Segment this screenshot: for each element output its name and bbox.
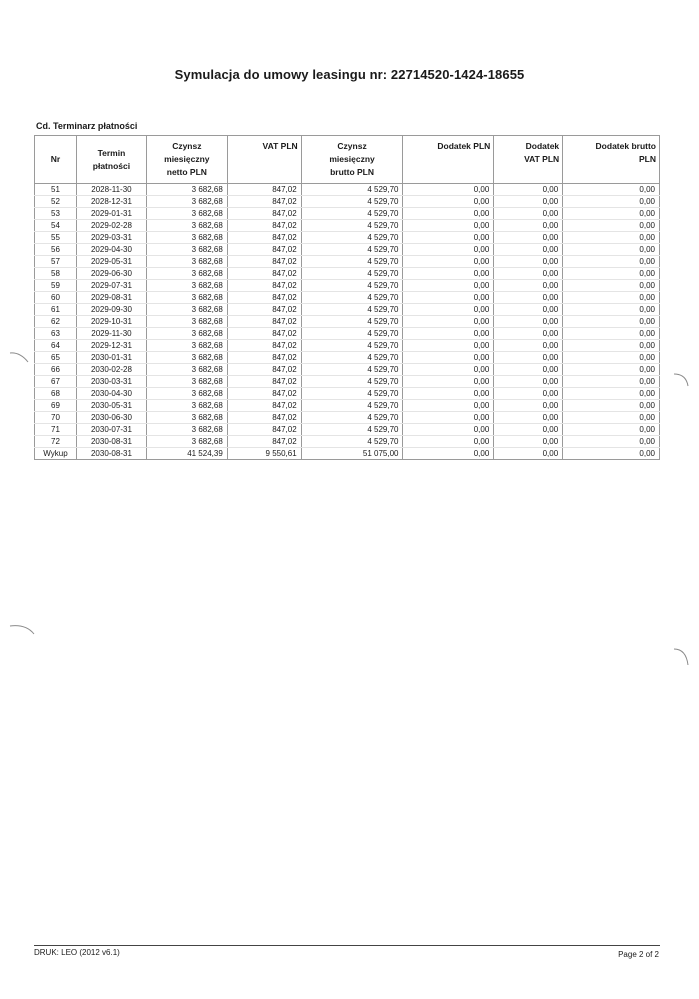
cell-termin: 2030-02-28 bbox=[76, 364, 146, 376]
cell-vat: 847,02 bbox=[227, 304, 301, 316]
cell-dodatek-brutto: 0,00 bbox=[563, 268, 660, 280]
cell-nr: 59 bbox=[35, 280, 77, 292]
cell-brutto: 4 529,70 bbox=[301, 184, 403, 196]
cell-netto: 3 682,68 bbox=[146, 292, 227, 304]
cell-dodatek: 0,00 bbox=[403, 328, 494, 340]
cell-brutto: 4 529,70 bbox=[301, 412, 403, 424]
cell-dodatek: 0,00 bbox=[403, 232, 494, 244]
cell-dodatek-brutto: 0,00 bbox=[563, 424, 660, 436]
cell-dodatek: 0,00 bbox=[403, 184, 494, 196]
cell-termin: 2029-12-31 bbox=[76, 340, 146, 352]
cell-nr: 55 bbox=[35, 232, 77, 244]
cell-dodatek: 0,00 bbox=[403, 316, 494, 328]
cell-netto: 3 682,68 bbox=[146, 400, 227, 412]
cell-netto: 3 682,68 bbox=[146, 436, 227, 448]
cell-netto: 3 682,68 bbox=[146, 376, 227, 388]
cell-dodatek: 0,00 bbox=[403, 424, 494, 436]
cell-vat: 847,02 bbox=[227, 280, 301, 292]
cell-termin: 2030-07-31 bbox=[76, 424, 146, 436]
cell-dodatek-brutto: 0,00 bbox=[563, 436, 660, 448]
cell-netto: 3 682,68 bbox=[146, 364, 227, 376]
cell-netto: 3 682,68 bbox=[146, 208, 227, 220]
header-czynsz-netto: Czynsz miesięczny netto PLN bbox=[146, 136, 227, 184]
cell-netto: 3 682,68 bbox=[146, 196, 227, 208]
cell-termin: 2029-10-31 bbox=[76, 316, 146, 328]
cell-vat: 847,02 bbox=[227, 220, 301, 232]
cell-netto: 3 682,68 bbox=[146, 280, 227, 292]
cell-termin: 2029-11-30 bbox=[76, 328, 146, 340]
cell-dodatek-vat: 0,00 bbox=[494, 292, 563, 304]
cell-dodatek-vat: 0,00 bbox=[494, 244, 563, 256]
table-row bbox=[35, 424, 660, 436]
cell-dodatek-vat: 0,00 bbox=[494, 256, 563, 268]
cell-vat: 847,02 bbox=[227, 256, 301, 268]
cell-nr: 69 bbox=[35, 400, 77, 412]
cell-nr: 60 bbox=[35, 292, 77, 304]
header-dodatek-brutto: Dodatek brutto PLN bbox=[563, 136, 660, 184]
cell-termin: 2029-04-30 bbox=[76, 244, 146, 256]
table-row bbox=[35, 304, 660, 316]
cell-brutto: 4 529,70 bbox=[301, 388, 403, 400]
cell-dodatek-vat: 0,00 bbox=[494, 364, 563, 376]
cell-termin: 2029-07-31 bbox=[76, 280, 146, 292]
table-row bbox=[35, 244, 660, 256]
cell-dodatek-brutto: 0,00 bbox=[563, 400, 660, 412]
cell-vat: 847,02 bbox=[227, 232, 301, 244]
table-row bbox=[35, 388, 660, 400]
table-row bbox=[35, 268, 660, 280]
table-header-row bbox=[35, 136, 660, 184]
cell-dodatek-brutto: 0,00 bbox=[563, 304, 660, 316]
header-dodatek-vat: Dodatek VAT PLN bbox=[494, 136, 563, 184]
cell-dodatek-vat: 0,00 bbox=[494, 412, 563, 424]
cell-termin: 2028-12-31 bbox=[76, 196, 146, 208]
cell-dodatek-brutto: 0,00 bbox=[563, 184, 660, 196]
cell-vat: 847,02 bbox=[227, 412, 301, 424]
cell-vat: 847,02 bbox=[227, 424, 301, 436]
cell-dodatek: 0,00 bbox=[403, 268, 494, 280]
cell-netto: 3 682,68 bbox=[146, 184, 227, 196]
cell-termin: 2030-06-30 bbox=[76, 412, 146, 424]
cell-nr: 72 bbox=[35, 436, 77, 448]
cell-brutto: 4 529,70 bbox=[301, 364, 403, 376]
cell-nr: 64 bbox=[35, 340, 77, 352]
table-row bbox=[35, 436, 660, 448]
cell-brutto: 4 529,70 bbox=[301, 316, 403, 328]
cell-dodatek: 0,00 bbox=[403, 256, 494, 268]
cell-dodatek: 0,00 bbox=[403, 304, 494, 316]
cell-dodatek-brutto: 0,00 bbox=[563, 280, 660, 292]
cell-nr: 68 bbox=[35, 388, 77, 400]
cell-brutto: 4 529,70 bbox=[301, 256, 403, 268]
table-row bbox=[35, 364, 660, 376]
cell-dodatek: 0,00 bbox=[403, 292, 494, 304]
footer-divider bbox=[34, 945, 660, 946]
table-row bbox=[35, 376, 660, 388]
cell-brutto: 4 529,70 bbox=[301, 244, 403, 256]
cell-dodatek: 0,00 bbox=[403, 352, 494, 364]
cell-vat: 847,02 bbox=[227, 364, 301, 376]
cell-nr: 52 bbox=[35, 196, 77, 208]
table-row bbox=[35, 352, 660, 364]
cell-vat: 847,02 bbox=[227, 268, 301, 280]
cell-netto: 3 682,68 bbox=[146, 316, 227, 328]
cell-brutto: 4 529,70 bbox=[301, 400, 403, 412]
cell-vat: 847,02 bbox=[227, 376, 301, 388]
footer-print-info: DRUK: LEO (2012 v6.1) bbox=[34, 948, 120, 957]
section-title: Cd. Terminarz płatności bbox=[36, 121, 138, 131]
cell-dodatek-brutto: 0,00 bbox=[563, 364, 660, 376]
table-row bbox=[35, 448, 660, 460]
cell-nr: Wykup bbox=[35, 448, 77, 460]
cell-netto: 3 682,68 bbox=[146, 304, 227, 316]
table-row bbox=[35, 316, 660, 328]
cell-brutto: 4 529,70 bbox=[301, 424, 403, 436]
cell-nr: 70 bbox=[35, 412, 77, 424]
header-nr: Nr bbox=[35, 136, 77, 184]
cell-termin: 2029-06-30 bbox=[76, 268, 146, 280]
cell-vat: 847,02 bbox=[227, 244, 301, 256]
cell-netto: 3 682,68 bbox=[146, 424, 227, 436]
table-row bbox=[35, 220, 660, 232]
cell-nr: 57 bbox=[35, 256, 77, 268]
cell-vat: 847,02 bbox=[227, 352, 301, 364]
cell-termin: 2029-03-31 bbox=[76, 232, 146, 244]
cell-vat: 847,02 bbox=[227, 328, 301, 340]
table-row bbox=[35, 280, 660, 292]
scan-mark-icon bbox=[672, 370, 692, 390]
cell-termin: 2029-05-31 bbox=[76, 256, 146, 268]
cell-dodatek-brutto: 0,00 bbox=[563, 376, 660, 388]
cell-dodatek-brutto: 0,00 bbox=[563, 208, 660, 220]
cell-vat: 847,02 bbox=[227, 340, 301, 352]
cell-nr: 56 bbox=[35, 244, 77, 256]
cell-dodatek-vat: 0,00 bbox=[494, 376, 563, 388]
cell-vat: 847,02 bbox=[227, 292, 301, 304]
cell-netto: 3 682,68 bbox=[146, 220, 227, 232]
cell-dodatek-brutto: 0,00 bbox=[563, 196, 660, 208]
cell-nr: 61 bbox=[35, 304, 77, 316]
cell-netto: 3 682,68 bbox=[146, 232, 227, 244]
cell-dodatek: 0,00 bbox=[403, 220, 494, 232]
cell-brutto: 4 529,70 bbox=[301, 376, 403, 388]
cell-dodatek-brutto: 0,00 bbox=[563, 316, 660, 328]
cell-dodatek: 0,00 bbox=[403, 448, 494, 460]
cell-netto: 3 682,68 bbox=[146, 268, 227, 280]
cell-nr: 62 bbox=[35, 316, 77, 328]
cell-nr: 51 bbox=[35, 184, 77, 196]
cell-dodatek-vat: 0,00 bbox=[494, 268, 563, 280]
cell-dodatek-vat: 0,00 bbox=[494, 328, 563, 340]
cell-termin: 2030-05-31 bbox=[76, 400, 146, 412]
cell-nr: 66 bbox=[35, 364, 77, 376]
cell-netto: 3 682,68 bbox=[146, 412, 227, 424]
cell-vat: 847,02 bbox=[227, 436, 301, 448]
cell-nr: 65 bbox=[35, 352, 77, 364]
cell-termin: 2030-04-30 bbox=[76, 388, 146, 400]
table-body bbox=[35, 184, 660, 460]
cell-termin: 2030-08-31 bbox=[76, 448, 146, 460]
header-termin: Termin płatności bbox=[76, 136, 146, 184]
cell-dodatek: 0,00 bbox=[403, 364, 494, 376]
cell-netto: 3 682,68 bbox=[146, 340, 227, 352]
cell-dodatek-vat: 0,00 bbox=[494, 304, 563, 316]
cell-nr: 58 bbox=[35, 268, 77, 280]
cell-dodatek-vat: 0,00 bbox=[494, 232, 563, 244]
cell-termin: 2029-09-30 bbox=[76, 304, 146, 316]
cell-dodatek-vat: 0,00 bbox=[494, 196, 563, 208]
cell-brutto: 4 529,70 bbox=[301, 208, 403, 220]
cell-dodatek-vat: 0,00 bbox=[494, 352, 563, 364]
cell-dodatek-vat: 0,00 bbox=[494, 184, 563, 196]
cell-dodatek: 0,00 bbox=[403, 280, 494, 292]
cell-brutto: 4 529,70 bbox=[301, 268, 403, 280]
cell-dodatek-brutto: 0,00 bbox=[563, 244, 660, 256]
cell-dodatek-vat: 0,00 bbox=[494, 400, 563, 412]
cell-brutto: 4 529,70 bbox=[301, 220, 403, 232]
cell-netto: 3 682,68 bbox=[146, 352, 227, 364]
cell-dodatek-vat: 0,00 bbox=[494, 280, 563, 292]
table-row bbox=[35, 340, 660, 352]
table-row bbox=[35, 400, 660, 412]
cell-netto: 3 682,68 bbox=[146, 256, 227, 268]
cell-brutto: 4 529,70 bbox=[301, 340, 403, 352]
table-row bbox=[35, 256, 660, 268]
scan-mark-icon bbox=[672, 645, 692, 669]
cell-dodatek: 0,00 bbox=[403, 208, 494, 220]
document-title: Symulacja do umowy leasingu nr: 22714520-1424-18655 bbox=[174, 67, 525, 82]
cell-vat: 847,02 bbox=[227, 316, 301, 328]
cell-termin: 2030-03-31 bbox=[76, 376, 146, 388]
table-row bbox=[35, 232, 660, 244]
cell-dodatek-vat: 0,00 bbox=[494, 388, 563, 400]
cell-dodatek-brutto: 0,00 bbox=[563, 340, 660, 352]
cell-termin: 2029-01-31 bbox=[76, 208, 146, 220]
cell-nr: 54 bbox=[35, 220, 77, 232]
cell-vat: 847,02 bbox=[227, 400, 301, 412]
table-row bbox=[35, 292, 660, 304]
scan-mark-icon bbox=[8, 622, 38, 638]
cell-brutto: 4 529,70 bbox=[301, 196, 403, 208]
table-row bbox=[35, 208, 660, 220]
cell-vat: 847,02 bbox=[227, 196, 301, 208]
table-row bbox=[35, 328, 660, 340]
cell-nr: 67 bbox=[35, 376, 77, 388]
cell-dodatek: 0,00 bbox=[403, 388, 494, 400]
cell-dodatek: 0,00 bbox=[403, 412, 494, 424]
cell-dodatek: 0,00 bbox=[403, 400, 494, 412]
cell-termin: 2030-08-31 bbox=[76, 436, 146, 448]
table-row bbox=[35, 184, 660, 196]
cell-termin: 2029-08-31 bbox=[76, 292, 146, 304]
cell-dodatek-brutto: 0,00 bbox=[563, 388, 660, 400]
cell-termin: 2029-02-28 bbox=[76, 220, 146, 232]
header-czynsz-brutto: Czynsz miesięczny brutto PLN bbox=[301, 136, 403, 184]
cell-brutto: 4 529,70 bbox=[301, 328, 403, 340]
cell-brutto: 4 529,70 bbox=[301, 304, 403, 316]
cell-brutto: 51 075,00 bbox=[301, 448, 403, 460]
cell-dodatek-brutto: 0,00 bbox=[563, 352, 660, 364]
cell-dodatek-brutto: 0,00 bbox=[563, 220, 660, 232]
cell-dodatek: 0,00 bbox=[403, 340, 494, 352]
cell-brutto: 4 529,70 bbox=[301, 232, 403, 244]
payment-schedule-table bbox=[34, 135, 660, 460]
scan-mark-icon bbox=[8, 350, 30, 366]
cell-dodatek-brutto: 0,00 bbox=[563, 232, 660, 244]
header-vat: VAT PLN bbox=[227, 136, 301, 184]
header-dodatek: Dodatek PLN bbox=[403, 136, 494, 184]
cell-dodatek-brutto: 0,00 bbox=[563, 328, 660, 340]
cell-netto: 41 524,39 bbox=[146, 448, 227, 460]
cell-dodatek-brutto: 0,00 bbox=[563, 256, 660, 268]
cell-nr: 71 bbox=[35, 424, 77, 436]
table-row bbox=[35, 412, 660, 424]
cell-dodatek-vat: 0,00 bbox=[494, 448, 563, 460]
cell-netto: 3 682,68 bbox=[146, 328, 227, 340]
cell-nr: 53 bbox=[35, 208, 77, 220]
cell-brutto: 4 529,70 bbox=[301, 280, 403, 292]
cell-brutto: 4 529,70 bbox=[301, 352, 403, 364]
cell-dodatek-vat: 0,00 bbox=[494, 208, 563, 220]
cell-brutto: 4 529,70 bbox=[301, 292, 403, 304]
cell-dodatek-vat: 0,00 bbox=[494, 340, 563, 352]
cell-netto: 3 682,68 bbox=[146, 244, 227, 256]
cell-brutto: 4 529,70 bbox=[301, 436, 403, 448]
table-row bbox=[35, 196, 660, 208]
cell-nr: 63 bbox=[35, 328, 77, 340]
cell-vat: 9 550,61 bbox=[227, 448, 301, 460]
cell-vat: 847,02 bbox=[227, 388, 301, 400]
cell-dodatek: 0,00 bbox=[403, 244, 494, 256]
cell-dodatek-brutto: 0,00 bbox=[563, 292, 660, 304]
cell-dodatek-brutto: 0,00 bbox=[563, 448, 660, 460]
cell-dodatek-vat: 0,00 bbox=[494, 220, 563, 232]
footer-page-number: Page 2 of 2 bbox=[618, 950, 659, 959]
cell-dodatek: 0,00 bbox=[403, 376, 494, 388]
cell-dodatek: 0,00 bbox=[403, 196, 494, 208]
cell-dodatek-brutto: 0,00 bbox=[563, 412, 660, 424]
cell-termin: 2028-11-30 bbox=[76, 184, 146, 196]
cell-vat: 847,02 bbox=[227, 208, 301, 220]
cell-dodatek-vat: 0,00 bbox=[494, 316, 563, 328]
cell-dodatek-vat: 0,00 bbox=[494, 424, 563, 436]
cell-netto: 3 682,68 bbox=[146, 388, 227, 400]
cell-vat: 847,02 bbox=[227, 184, 301, 196]
cell-dodatek: 0,00 bbox=[403, 436, 494, 448]
cell-termin: 2030-01-31 bbox=[76, 352, 146, 364]
cell-dodatek-vat: 0,00 bbox=[494, 436, 563, 448]
